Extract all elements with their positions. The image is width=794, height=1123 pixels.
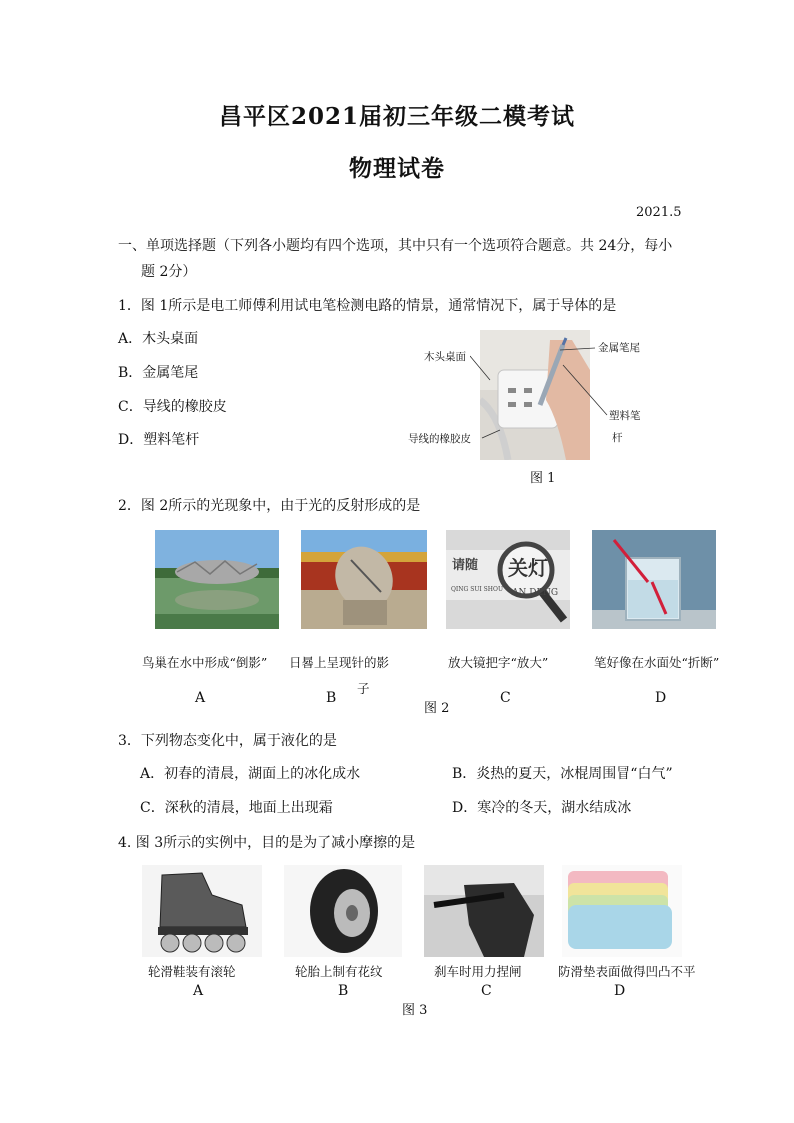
q2-photo-c	[446, 530, 570, 629]
q2-caption-b-cont: 子	[357, 681, 370, 696]
q1-option-c: C．导线的橡胶皮	[118, 399, 227, 415]
q3-option-d: D．寒冷的冬天，湖水结成冰	[452, 800, 632, 816]
q4-photo-c	[424, 865, 544, 957]
sign-text-4: AN DENG	[512, 588, 559, 598]
q3-stem: 3．下列物态变化中，属于液化的是	[118, 733, 337, 749]
q4-photo-a	[142, 865, 262, 957]
q2-letter-a: A	[195, 690, 206, 706]
q4-caption-b: 轮胎上制有花纹	[295, 964, 383, 979]
q1-option-d: D．塑料笔杆	[118, 432, 200, 448]
q2-caption-c: 放大镜把字“放大”	[448, 655, 549, 670]
q4-caption-a: 轮滑鞋装有滚轮	[148, 964, 236, 979]
q4-caption-c: 刹车时用力捏闸	[434, 964, 522, 979]
label-rubber: 导线的橡胶皮	[408, 433, 471, 445]
q2-photo-b	[301, 530, 427, 629]
sign-text-2: 关灯	[508, 556, 548, 580]
figure1-label: 图 1	[530, 471, 556, 486]
q3-option-a: A．初春的清晨，湖面上的冰化成水	[140, 766, 361, 782]
q4-letter-b: B	[338, 983, 349, 999]
q2-letter-c: C	[500, 690, 511, 706]
figure3-label: 图 3	[402, 1003, 428, 1018]
section-heading-line2: 题 2分）	[141, 264, 197, 280]
sign-text-1: 请随	[452, 558, 479, 573]
q1-option-a: A．木头桌面	[118, 331, 199, 347]
label-metal: 金属笔尾	[598, 342, 640, 354]
q1-stem: 1．图 1所示是电工师傅利用试电笔检测电路的情景，通常情况下，属于导体的是	[118, 298, 617, 314]
q2-letter-d: D	[655, 690, 667, 706]
q4-letter-d: D	[614, 983, 626, 999]
q2-letter-b: B	[326, 690, 337, 706]
figure2-label: 图 2	[424, 701, 450, 716]
q4-photo-d	[562, 865, 682, 957]
q2-caption-d: 笔好像在水面处“折断”	[594, 655, 720, 670]
q4-letter-c: C	[481, 983, 492, 999]
q2-stem: 2．图 2所示的光现象中，由于光的反射形成的是	[118, 498, 421, 514]
q4-letter-a: A	[193, 983, 204, 999]
page-title: 昌平区2021届初三年级二模考试	[218, 103, 575, 130]
q2-caption-a: 鸟巢在水中形成“倒影”	[142, 655, 268, 670]
q2-photo-d	[592, 530, 716, 629]
q2-photo-a	[155, 530, 279, 629]
q4-stem: 4. 图 3所示的实例中，目的是为了减小摩擦的是	[118, 835, 416, 851]
figure1-leader-lines	[470, 340, 610, 450]
section-heading-line1: 一、单项选择题（下列各小题均有四个选项，其中只有一个选项符合题意。共 24分，每小	[118, 238, 673, 254]
label-plastic-1: 塑料笔	[609, 410, 641, 422]
label-wood: 木头桌面	[424, 351, 466, 363]
q2-caption-b: 日晷上呈现针的影	[289, 655, 390, 670]
q3-option-c: C．深秋的清晨，地面上出现霜	[140, 800, 333, 816]
q4-caption-d: 防滑垫表面做得凹凸不平	[558, 964, 696, 979]
q3-option-b: B．炎热的夏天，冰棍周围冒“白气”	[452, 766, 673, 782]
page-subtitle: 物理试卷	[349, 155, 445, 182]
sign-text-3: QING SUI SHOU	[451, 586, 504, 593]
q1-option-b: B．金属笔尾	[118, 365, 199, 381]
label-plastic-2: 杆	[612, 432, 623, 444]
exam-date: 2021.5	[636, 205, 682, 220]
q4-photo-b	[284, 865, 402, 957]
